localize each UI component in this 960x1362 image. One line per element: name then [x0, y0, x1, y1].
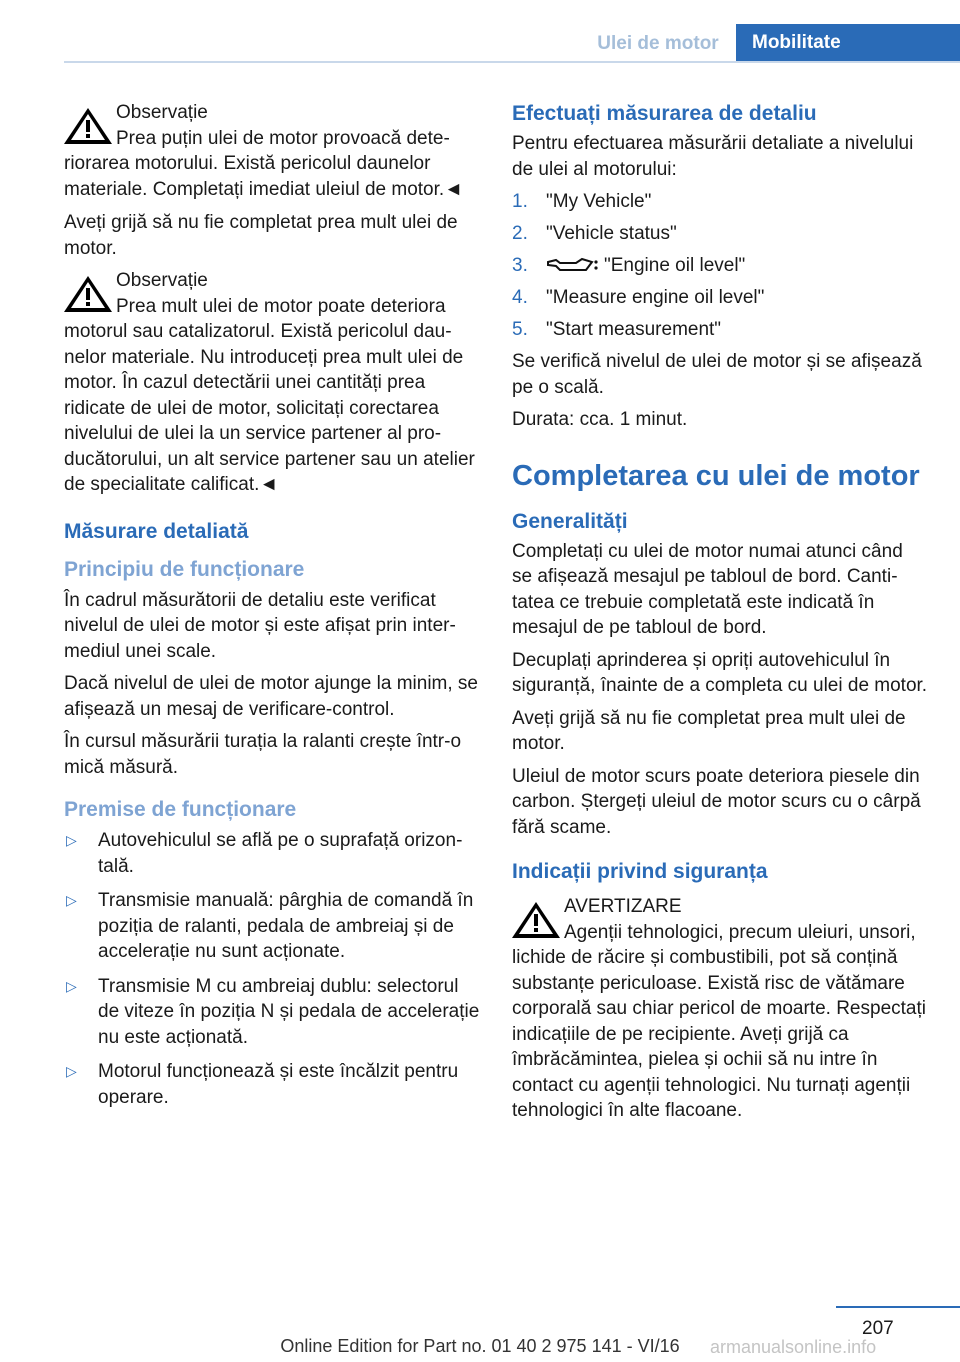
warning-text: Prea puțin ulei de motor provoacă deteriorarea motorului. Există pericolul daunelor materiale. Completați imediat uleiul de motor.◄ — [64, 127, 463, 200]
paragraph-measure-intro: Pentru efectuarea măsurării detaliate a nivelului de ulei al motorului: — [512, 133, 914, 180]
warning-note-overfill — [64, 268, 480, 498]
list-item: 5. "Start measurement" — [512, 319, 722, 341]
warning-title: Observație — [116, 102, 208, 123]
warning-title: AVERTIZARE — [564, 896, 682, 918]
warning-triangle-icon — [64, 276, 112, 312]
heading-premises: Premise de funcționare — [64, 798, 297, 821]
paragraph-principle-3: În cursul măsurării turația la ralanti crește într-o mică măsură. — [64, 731, 462, 778]
footer-rule — [836, 1306, 960, 1308]
heading-fill-oil: Completarea cu ulei de motor — [512, 459, 920, 492]
oil-can-icon — [546, 256, 598, 274]
triangle-bullet-icon: ▷ — [66, 892, 77, 908]
warning-title: Observație — [116, 270, 208, 291]
list-item: 2. "Vehicle status" — [512, 223, 677, 245]
warning-text: Prea mult ulei de motor poate deteriora motorul sau catalizatorul. Există pericolul daunelor materiale. Nu introduceți prea mult ulei de motor. În cazul detectării unei cantități prea ridicate de ulei de motor, solicitați corectarea nivelului de ulei la un service partener al producătorului, un alt service partener sau un atelier de specialitate calificat.◄ — [64, 295, 475, 495]
triangle-bullet-icon: ▷ — [66, 1063, 77, 1079]
page-number: 207 — [862, 1318, 894, 1339]
watermark: armanualsonline.info — [710, 1337, 877, 1357]
list-item: 3. "Engine oil level" — [512, 255, 746, 277]
warning-triangle-icon — [512, 902, 560, 938]
header-rule — [64, 61, 960, 63]
heading-detailed-measurement: Măsurare detaliată — [64, 519, 249, 543]
paragraph-principle-2: Dacă nivelul de ulei de motor ajunge la minim, se afișează un mesaj de verificare-control. — [64, 673, 478, 720]
list-item: 1. "My Vehicle" — [512, 191, 652, 212]
warning-text: Agenții tehnologici, precum uleiuri, unsori, lichide de răcire și combustibili, pot să conțină substanțe periculoase. Există risc de vătămare corporală sau chiar pericol de moarte. Respectați indicațiile de pe recipiente. Aveți grijă ca îmbrăcămintea, pielea și ochii să nu intre în contact cu agenții tehnologici. Nu turnați agenții tehnologici în alte flacoane. — [512, 921, 926, 1122]
left-column — [64, 100, 480, 1119]
triangle-bullet-icon: ▷ — [66, 832, 77, 848]
paragraph-principle-1: În cadrul măsurătorii de detaliu este verificat nivelul de ulei de motor și este afișat prin intermediul unei scale. — [64, 589, 456, 662]
footer-edition: Online Edition for Part no. 01 40 2 975 141 - VI/16 — [280, 1336, 680, 1356]
premises-list — [64, 828, 480, 1110]
header-section-label: Ulei de motor — [597, 33, 719, 54]
heading-general: Generalități — [512, 509, 628, 533]
warning-note-underfill — [64, 100, 480, 202]
warning-triangle-icon — [64, 108, 112, 144]
header-chapter-tab: Mobilitate — [736, 24, 960, 62]
heading-perform-measurement: Efectuați măsurarea de detaliu — [512, 102, 817, 125]
paragraph-general-2: Decuplați aprinderea și opriți autovehiculul în siguranță, înainte de a completa cu ulei de motor. — [512, 649, 928, 697]
paragraph-measure-duration: Durata: cca. 1 minut. — [512, 409, 688, 431]
list-item: ▷ Transmisie manuală: pârghia de comandă în poziția de ralanti, pedala de ambreiaj și de accelerație nu sunt acționate. — [66, 890, 474, 962]
heading-principle: Principiu de funcționare — [64, 557, 305, 581]
heading-safety: Indicații privind siguranța — [512, 860, 768, 884]
list-item: ▷ Transmisie M cu ambreiaj dublu: selectorul de viteze în poziția N și pedala de accelerație nu este acționată. — [66, 975, 480, 1048]
paragraph-general-3: Aveți grijă să nu fie completat prea mult ulei de motor. — [512, 707, 906, 755]
paragraph-general-1: Completați cu ulei de motor numai atunci când se afișează mesajul pe tabloul de bord. Cantitatea ce trebuie completată este indicată în mesajul de pe tabloul de bord. — [512, 540, 903, 639]
list-item: ▷ Motorul funcționează și este încălzit pentru operare. — [66, 1061, 459, 1108]
warning-note-fluids — [512, 894, 928, 1124]
steps-list — [512, 189, 928, 343]
paragraph-general-4: Uleiul de motor scurs poate deteriora piesele din carbon. Ștergeți uleiul de motor scurs cu o cârpă fără scame. — [512, 765, 921, 838]
list-item: 4. "Measure engine oil level" — [512, 287, 765, 309]
list-item: ▷ Autovehiculul se află pe o suprafață orizontală. — [66, 830, 463, 877]
triangle-bullet-icon: ▷ — [66, 977, 77, 994]
paragraph-overfill: Aveți grijă să nu fie completat prea mult ulei de motor. — [64, 212, 458, 259]
paragraph-measure-result: Se verifică nivelul de ulei de motor și se afișează pe o scală. — [512, 351, 922, 398]
right-column — [512, 100, 928, 1132]
